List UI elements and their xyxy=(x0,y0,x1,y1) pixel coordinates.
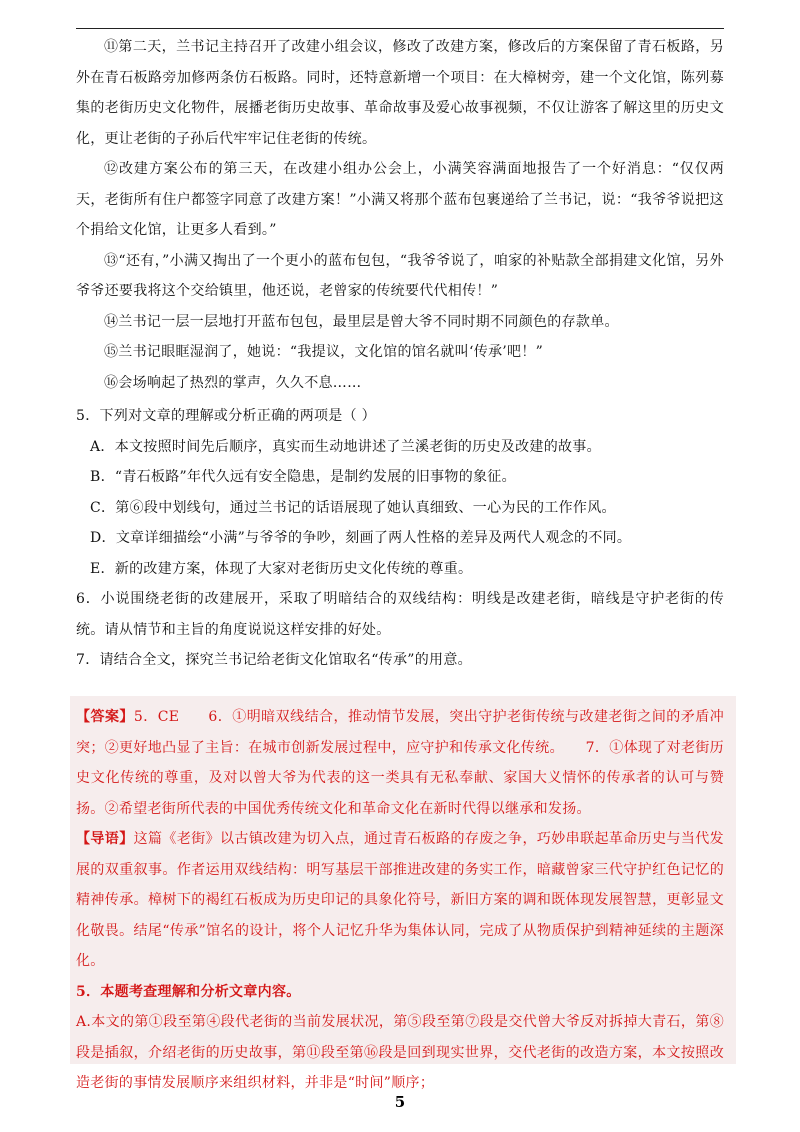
questions-section xyxy=(76,401,724,676)
guide-tag: 【导语】 xyxy=(76,831,134,847)
analysis-title: 5．本题考查理解和分析文章内容。 xyxy=(76,983,301,1000)
question-7: 7．请结合全文，探究兰书记给老街文化馆取名“传承”的用意。 xyxy=(76,652,472,668)
paragraph-16: ⑯会场响起了热烈的掌声，久久不息…… xyxy=(104,374,362,391)
question-5-option-e: E．新的改建方案，体现了大家对老街历史文化传统的尊重。 xyxy=(90,560,473,577)
paragraph-14: ⑭兰书记一层一层地打开蓝布包包，最里层是曾大爷不同时期不同颜色的存款单。 xyxy=(104,313,619,330)
story-excerpt xyxy=(76,32,724,398)
question-5-stem: 5．下列对文章的理解或分析正确的两项是（ ） xyxy=(76,408,376,424)
question-5-option-a: A．本文按照时间先后顺序，真实而生动地讲述了兰溪老街的历史及改建的故事。 xyxy=(90,438,601,455)
question-5-option-d: D．文章详细描绘“小满”与爷爷的争吵，刻画了两人性格的差异及两代人观念的不同。 xyxy=(90,530,632,546)
paragraph-15: ⑮兰书记眼眶湿润了，她说：“我提议，文化馆的馆名就叫‘传承’吧！” xyxy=(104,344,544,360)
question-6: 6．小说围绕老街的改建展开，采取了明暗结合的双线结构：明线是改建老街，暗线是守护老街的传统。请从情节和主旨的角度说说这样安排的好处。 xyxy=(76,591,724,638)
header-rule xyxy=(76,28,724,29)
question-5-option-c: C．第⑥段中划线句，通过兰书记的话语展现了她认真细致、一心为民的工作作风。 xyxy=(90,499,616,516)
page-number: 5 xyxy=(394,1093,406,1111)
paragraph-13: ⑬“还有，”小满又掏出了一个更小的蓝布包包，“我爷爷说了，咱家的补贴款全部捐建文化馆，另外爷爷还要我将这个交给镇里，他还说，老曾家的传统要代代相传！” xyxy=(76,252,724,299)
guide-body: 这篇《老街》以古镇改建为切入点，通过青石板路的存废之争，巧妙串联起革命历史与当代发展的双重叙事。作者运用双线结构：明写基层干部推进改建的务实工作，暗藏曾家三代守护红色记忆的精神传承。樟树下的褐红石板成为历史印记的具象化符号，新旧方案的调和既体现发展智慧，更彰显文化敬畏。结尾“传承”馆名的设计，将个人记忆升华为集体认同，完成了从物质保护到精神延续的主题深化。 xyxy=(76,831,724,969)
guide-paragraph xyxy=(76,824,724,977)
answer-body: 5．CE 6．①明暗双线结合，推动情节发展，突出守护老街传统与改建老街之间的矛盾冲突；②更好地凸显了主旨：在城市创新发展过程中，应守护和传承文化传统。 7．①体现了对老街历史文化传统的尊重，及对以曾大爷为代表的这一类具有无私奉献、家国大义情怀的传承者的认可与赞扬。②希望老街所代表的中国优秀传统文化和革命文化在新时代得以继承和发扬。 xyxy=(76,709,725,817)
paragraph-11-first-line: ⑪第二天，兰书记主持召开了改建小组会议，修改了改建方案，修改后的方案保留了青石板路，另 xyxy=(104,39,724,55)
answer-paragraph xyxy=(76,702,724,824)
paragraph-12: ⑫改建方案公布的第三天，在改建小组办公会上，小满笑容满面地报告了一个好消息：“仅仅两天，老街所有住户都签字同意了改建方案！”小满又将那个蓝布包裹递给了兰书记，说：“我爷爷说把这个捐给文化馆，让更多人看到。” xyxy=(76,161,724,238)
analysis-option-a: A.本文的第①段至第④段代老街的当前发展状况，第⑤段至第⑦段是交代曾大爷反对拆掉大青石，第⑧段是插叙，介绍老街的历史故事，第⑪段至第⑯段是回到现实世界，交代老街的改造方案，本文按照改造老街的事情发展顺序来组织材料，并非是“时间”顺序； xyxy=(76,1014,724,1091)
answer-tag: 【答案】 xyxy=(76,709,134,725)
question-5-option-b: B．“青石板路”年代久远有安全隐患，是制约发展的旧事物的象征。 xyxy=(90,469,516,485)
paragraph-11 xyxy=(76,32,724,154)
answer-section xyxy=(76,702,724,1099)
paragraph-11-continuation: 外在青石板路旁加修两条仿石板路。同时，还特意新增一个项目：在大樟树旁，建一个文化馆，陈列募集的老街历史文化物件，展播老街历史故事、革命故事及爱心故事视频，不仅让游客了解这里的历史文化，更让老街的子孙后代牢牢记住老街的传统。 xyxy=(76,69,724,147)
